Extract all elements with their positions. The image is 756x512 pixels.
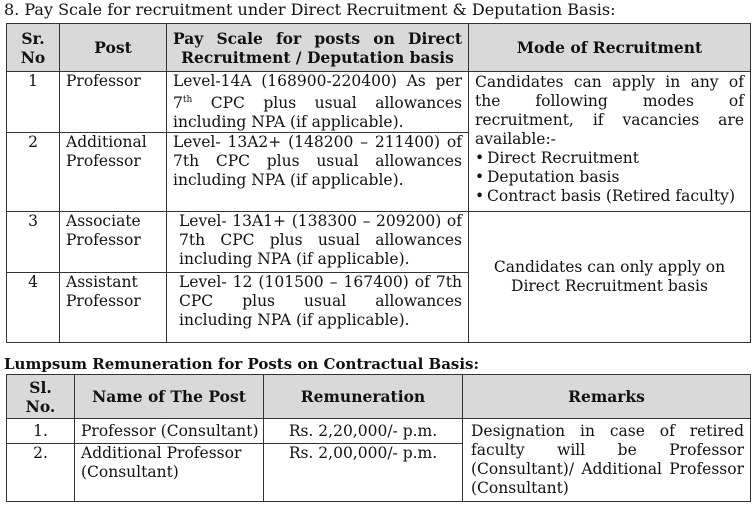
sr-cell: 1	[7, 72, 60, 133]
post-cell: Professor	[60, 72, 167, 133]
pay-cell: Level- 12 (101500 – 167400) of 7th CPC plus usual allowances including NPA (if applicable).	[167, 273, 469, 343]
sl-cell: 2.	[7, 444, 75, 502]
remuneration-table	[6, 374, 751, 502]
post-cell: Associate Professor	[60, 212, 167, 273]
pay-cell: Level- 13A2+ (148200 – 211400) of 7th CPC plus usual allowances including NPA (if applicable).	[167, 133, 469, 212]
mode-cell-group1	[469, 72, 751, 212]
header-pay-scale: Pay Scale for posts on Direct Recruitment / Deputation basis	[167, 24, 469, 72]
sr-cell: 2	[7, 133, 60, 212]
post-cell: Assistant Professor	[60, 273, 167, 343]
header-post-name: Name of The Post	[75, 375, 264, 419]
header-remarks: Remarks	[463, 375, 751, 419]
sr-cell: 3	[7, 212, 60, 273]
pay-cell: Level-14A (168900-220400) As per 7th CPC plus usual allowances including NPA (if applicable).	[167, 72, 469, 133]
list-item: • Deputation basis	[475, 168, 620, 186]
post-name-cell: Professor (Consultant)	[75, 419, 264, 444]
pay-cell: Level- 13A1+ (138300 – 209200) of 7th CPC plus usual allowances including NPA (if applicable).	[167, 212, 469, 273]
lumpsum-heading: Lumpsum Remuneration for Posts on Contractual Basis:	[4, 355, 480, 373]
table-row	[7, 419, 751, 444]
sr-cell: 4	[7, 273, 60, 343]
remuneration-cell: Rs. 2,20,000/- p.m.	[264, 419, 463, 444]
table-header-row	[7, 375, 751, 419]
table-row	[7, 72, 751, 133]
mode-intro: Candidates can apply in any of the following modes of recruitment, if vacancies are available:-	[475, 73, 744, 148]
list-item: • Direct Recruitment	[475, 149, 639, 167]
header-remuneration: Remuneration	[264, 375, 463, 419]
mode-cell-group2: Candidates can only apply on Direct Recruitment basis	[469, 212, 751, 343]
header-mode: Mode of Recruitment	[469, 24, 751, 72]
post-cell: Additional Professor	[60, 133, 167, 212]
remarks-cell: Designation in case of retired faculty will be Professor (Consultant)/ Additional Professor (Consultant)	[463, 419, 751, 502]
remuneration-cell: Rs. 2,00,000/- p.m.	[264, 444, 463, 502]
header-sr-no: Sr. No	[7, 24, 60, 72]
table-row	[7, 212, 751, 273]
post-name-cell: Additional Professor (Consultant)	[75, 444, 264, 502]
header-sl-no: Sl. No.	[7, 375, 75, 419]
header-post: Post	[60, 24, 167, 72]
table-header-row	[7, 24, 751, 72]
sl-cell: 1.	[7, 419, 75, 444]
list-item: • Contract basis (Retired faculty)	[475, 187, 735, 205]
mode-list	[475, 149, 744, 206]
section-heading: 8. Pay Scale for recruitment under Direct Recruitment & Deputation Basis:	[4, 0, 616, 19]
pay-scale-table	[6, 23, 751, 343]
